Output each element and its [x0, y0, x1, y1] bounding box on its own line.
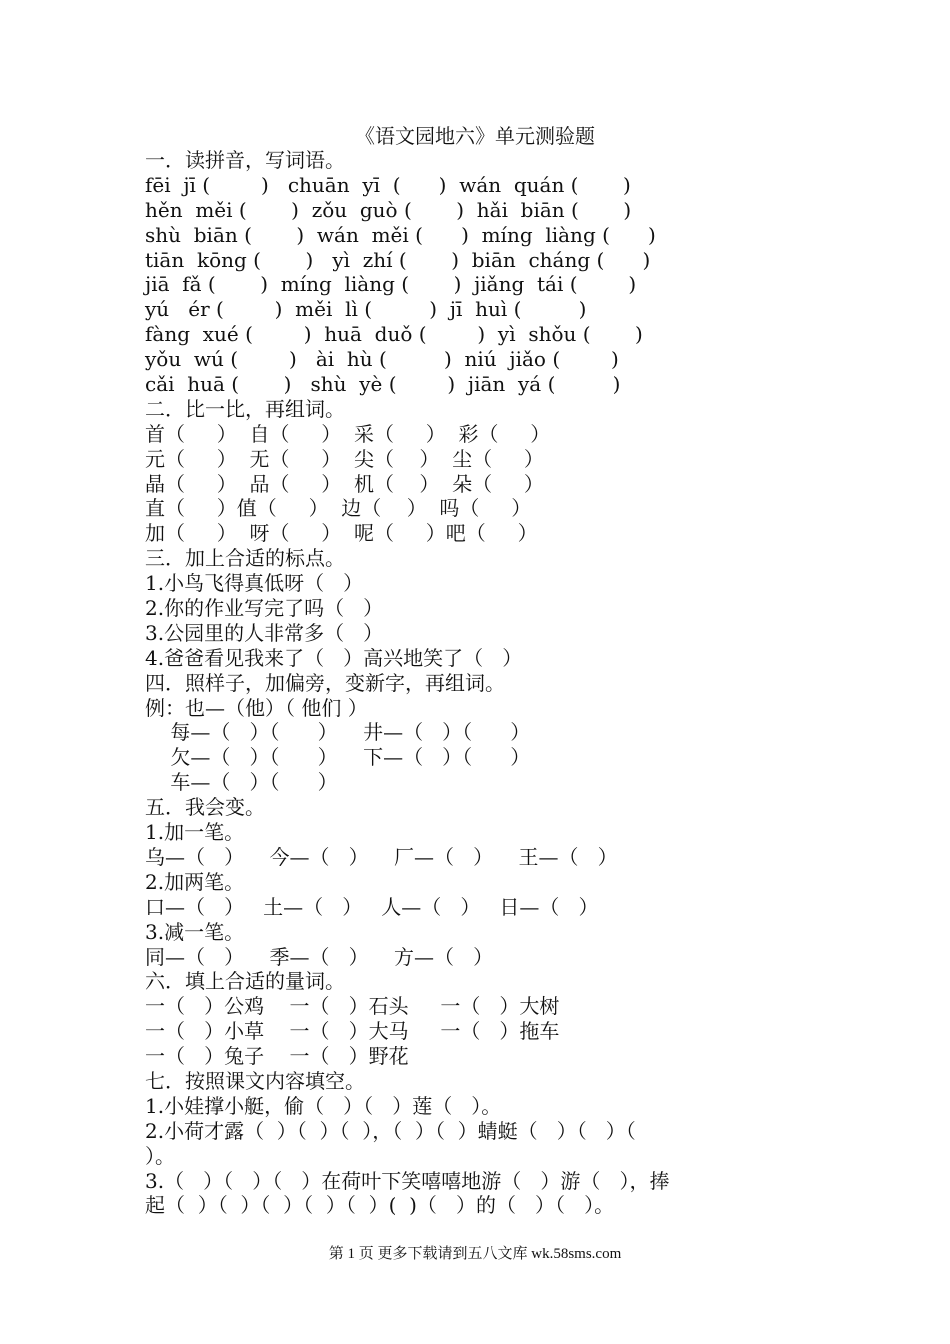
- section-heading: 三．加上合适的标点。: [145, 546, 345, 571]
- section-heading: 五．我会变。: [145, 795, 265, 820]
- radical-line: 车—（ ）（ ）: [145, 770, 338, 795]
- stroke-line: 口—（ ） 土—（ ） 人—（ ） 日—（ ）: [145, 894, 599, 919]
- radical-line: 欠—（ ）（ ） 下—（ ）（ ）: [145, 745, 531, 770]
- measure-word-line: 一（ ）小草 一（ ）大马 一（ ）拖车: [145, 1019, 560, 1044]
- punctuation-line: 3.公园里的人非常多（ ）: [145, 620, 384, 645]
- pinyin-line: hěn měi ( ) zǒu guò ( ) hǎi biān ( ): [145, 197, 632, 222]
- section-heading: 七．按照课文内容填空。: [145, 1068, 365, 1093]
- section-heading: 一．读拼音，写词语。: [145, 148, 345, 172]
- pinyin-line: cǎi huā ( ) shù yè ( ) jiān yá ( ): [145, 372, 621, 397]
- stroke-line: 同—（ ） 季—（ ） 方—（ ）: [145, 944, 494, 969]
- punctuation-line: 4.爸爸看见我来了（ ）高兴地笑了（ ）: [145, 645, 523, 670]
- measure-word-line: 一（ ）兔子 一（ ）野花: [145, 1044, 409, 1069]
- subheading: 1.加一笔。: [145, 820, 245, 845]
- compare-line: 直（ ）值（ ） 边（ ） 吗（ ）: [145, 496, 532, 521]
- stroke-line: 乌—（ ） 今—（ ） 厂—（ ） 王—（ ）: [145, 844, 618, 869]
- radical-line: 每—（ ）（ ） 井—（ ）（ ）: [145, 720, 531, 745]
- fill-line: 2.小荷才露（ ）（ ）（ ），（ ）（ ）蜻蜓（ ）（ ）（: [145, 1118, 636, 1143]
- pinyin-line: yǒu wú ( ) ài hù ( ) niú jiǎo ( ): [145, 347, 619, 372]
- compare-line: 加（ ） 呀（ ） 呢（ ）吧（ ）: [145, 521, 538, 546]
- measure-word-line: 一（ ）公鸡 一（ ）石头 一（ ）大树: [145, 994, 560, 1019]
- section-heading: 四．照样子，加偏旁，变新字，再组词。: [145, 670, 505, 695]
- pinyin-line: yú ér ( ) měi lì ( ) jī huì ( ): [145, 297, 587, 322]
- pinyin-line: fàng xué ( ) huā duǒ ( ) yì shǒu ( ): [145, 322, 643, 347]
- punctuation-line: 2.你的作业写完了吗（ ）: [145, 596, 384, 621]
- compare-line: 首（ ） 自（ ） 采（ ） 彩（ ）: [145, 421, 551, 446]
- fill-line: 1.小娃撑小艇，偷（ ）（ ）莲（ ）。: [145, 1093, 502, 1118]
- subheading: 3.减一笔。: [145, 919, 245, 944]
- worksheet-body: [145, 148, 825, 1218]
- page-footer: 第 1 页 更多下载请到五八文库 wk.58sms.com: [328, 1246, 622, 1262]
- pinyin-line: shù biān ( ) wán měi ( ) míng liàng ( ): [145, 222, 656, 247]
- punctuation-line: 1.小鸟飞得真低呀（ ）: [145, 571, 364, 596]
- fill-line: 起（ ）（ ）（ ）（ ）（ ）( )（ ）的（ ）（ ）。: [145, 1193, 615, 1218]
- subheading: 2.加两笔。: [145, 869, 245, 894]
- fill-line: ）。: [145, 1143, 175, 1168]
- example-line: 例：也—（他）（ 他们 ）: [145, 695, 368, 720]
- compare-line: 晶（ ） 品（ ） 机（ ） 朵（ ）: [145, 471, 544, 496]
- pinyin-line: tiān kōng ( ) yì zhí ( ) biān cháng ( ): [145, 247, 651, 272]
- page-title: 《语文园地六》单元测验题: [355, 124, 595, 148]
- pinyin-line: jiā fǎ ( ) míng liàng ( ) jiǎng tái ( ): [145, 272, 637, 297]
- compare-line: 元（ ） 无（ ） 尖（ ） 尘（ ）: [145, 446, 544, 471]
- section-heading: 六．填上合适的量词。: [145, 969, 345, 994]
- fill-line: 3.（ ）（ ）（ ）在荷叶下笑嘻嘻地游（ ）游（ ），捧: [145, 1168, 670, 1193]
- section-heading: 二．比一比，再组词。: [145, 396, 345, 421]
- pinyin-line: fēi jī ( ) chuān yī ( ) wán quán ( ): [145, 172, 631, 197]
